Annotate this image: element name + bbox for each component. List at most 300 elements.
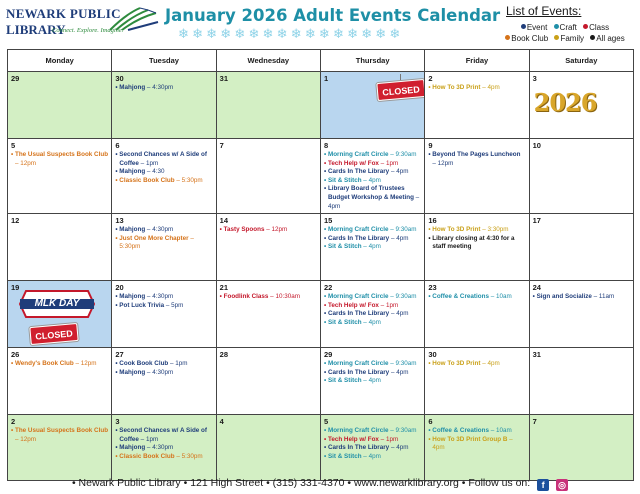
legend-item-class	[583, 23, 609, 32]
event-time: 4:30pm	[152, 444, 174, 452]
calendar-event[interactable]	[220, 226, 317, 235]
event-title: Morning Craft Circle	[327, 360, 389, 368]
calendar-event[interactable]	[428, 293, 525, 302]
calendar-event[interactable]	[428, 427, 525, 436]
calendar-day-cell[interactable]	[425, 281, 529, 348]
day-number: 6	[428, 417, 433, 427]
legend-label: All ages	[596, 34, 625, 43]
calendar-day-cell[interactable]	[8, 281, 112, 348]
bullet-icon: •	[323, 377, 328, 385]
event-title: Cards In The Library	[327, 168, 390, 176]
event-time: 5:30pm	[119, 243, 141, 251]
event-time: 4:30	[152, 168, 165, 176]
bullet-icon: •	[115, 234, 120, 242]
calendar-day-cell[interactable]	[216, 72, 320, 139]
bullet-icon: •	[323, 452, 328, 460]
event-time: 4pm	[432, 444, 445, 452]
event-time: 4pm	[368, 243, 381, 251]
event-time: 1pm	[145, 435, 159, 443]
event-title: Pot Luck Trivia	[119, 301, 165, 309]
time-separator: –	[389, 234, 397, 242]
time-separator: –	[174, 176, 182, 184]
time-separator: –	[480, 226, 488, 234]
day-number: 7	[532, 417, 537, 427]
day-number: 3	[115, 417, 120, 427]
bullet-icon: •	[428, 427, 433, 435]
dot-icon	[505, 35, 510, 40]
event-time: 11am	[598, 293, 615, 301]
calendar-day-cell[interactable]	[425, 348, 529, 415]
calendar-day-cell[interactable]	[529, 281, 633, 348]
calendar-day-cell[interactable]	[8, 139, 112, 214]
event-time: 4pm	[368, 318, 381, 326]
new-year-graphic: 2026	[533, 88, 597, 117]
event-time: 1pm	[145, 159, 159, 167]
event-title: Mahjong	[119, 84, 146, 91]
instagram-icon[interactable]: ◎	[556, 479, 568, 491]
time-separator: –	[388, 226, 396, 234]
calendar-event[interactable]	[324, 235, 421, 244]
event-time: 12pm	[80, 360, 97, 368]
event-title: Tasty Spoons	[223, 226, 265, 234]
day-number: 28	[219, 350, 228, 360]
event-title: Classic Book Club	[119, 176, 175, 184]
legend-row	[492, 34, 638, 43]
calendar-event[interactable]	[428, 235, 525, 252]
event-title: Cards In The Library	[327, 444, 390, 452]
calendar-day-cell[interactable]	[529, 139, 633, 214]
calendar-week-row	[8, 214, 634, 281]
bullet-icon: •	[11, 427, 15, 435]
event-title: Tech Help w/ Fox	[327, 435, 379, 443]
legend-label: Craft	[559, 23, 577, 32]
event-time: 4pm	[396, 444, 409, 452]
calendar-day-cell[interactable]	[216, 214, 320, 281]
calendar-day-cell[interactable]	[112, 281, 216, 348]
weekday-header: Thursday	[320, 50, 424, 72]
calendar-day-cell[interactable]	[112, 415, 216, 481]
event-title: Wendy's Book Club	[14, 360, 74, 368]
calendar-event[interactable]	[324, 151, 421, 160]
time-separator: –	[145, 293, 153, 301]
legend-label: Class	[589, 23, 610, 32]
day-number: 26	[11, 350, 20, 360]
bullet-icon: •	[219, 226, 224, 234]
calendar-event[interactable]	[324, 177, 421, 186]
day-number: 1	[323, 74, 329, 83]
time-separator: –	[507, 435, 513, 443]
day-number: 7	[219, 141, 224, 150]
calendar-day-cell[interactable]	[112, 348, 216, 415]
calendar-event[interactable]	[115, 453, 212, 462]
weekday-header: Tuesday	[112, 50, 216, 72]
day-number: 17	[532, 216, 541, 226]
event-title: Mahjong	[119, 168, 146, 176]
event-time: 4pm	[368, 452, 381, 460]
calendar-event[interactable]	[428, 436, 525, 453]
calendar-week-row	[8, 72, 634, 139]
day-number: 27	[115, 350, 124, 360]
calendar-day-cell[interactable]	[425, 214, 529, 281]
calendar-event[interactable]	[115, 302, 212, 311]
event-title: Beyond The Pages Luncheon	[432, 151, 521, 158]
event-title: Library Board of Trustees Budget Workshop & Meeting	[327, 185, 414, 201]
calendar-event[interactable]	[115, 226, 212, 235]
day-number: 12	[11, 216, 20, 226]
time-separator: –	[268, 293, 276, 301]
event-time: 10am	[495, 427, 512, 435]
event-time: 4pm	[368, 377, 381, 385]
event-time: 4:30pm	[152, 293, 174, 301]
calendar-event[interactable]	[428, 84, 525, 93]
time-separator: –	[389, 444, 397, 452]
time-separator: –	[361, 377, 369, 385]
calendar-event[interactable]	[115, 151, 212, 168]
legend-item-family	[554, 34, 584, 43]
event-title: Cards In The Library	[327, 234, 390, 242]
calendar-day-cell[interactable]	[320, 72, 424, 139]
time-separator: –	[361, 318, 369, 326]
day-number: 29	[323, 350, 333, 360]
calendar-day-cell[interactable]	[216, 415, 320, 481]
calendar-day-cell[interactable]	[529, 415, 633, 481]
bullet-icon: •	[115, 444, 120, 452]
calendar-event[interactable]	[11, 427, 108, 444]
calendar-day-cell[interactable]	[425, 139, 529, 214]
event-title: Tech Help w/ Fox	[327, 301, 379, 309]
day-number: 31	[532, 350, 541, 360]
time-separator: –	[145, 168, 153, 176]
legend-item-all-ages	[590, 34, 624, 43]
bullet-icon: •	[219, 293, 224, 301]
legend-row	[492, 23, 638, 32]
calendar-event[interactable]	[324, 243, 421, 252]
calendar-event[interactable]	[324, 436, 421, 445]
day-number: 3	[532, 74, 537, 83]
bullet-icon: •	[115, 168, 120, 176]
event-title: How To 3D Print	[432, 360, 481, 368]
snowflake-decoration: ❄❄❄❄❄❄❄❄❄❄❄❄❄❄❄❄	[178, 27, 404, 41]
event-title: Library closing at 4:30 for a staff meeting	[432, 234, 515, 251]
event-time: 4:30pm	[152, 368, 174, 376]
calendar-day-cell[interactable]	[8, 72, 112, 139]
event-time: 1pm	[175, 360, 188, 368]
bullet-icon: •	[115, 226, 120, 234]
day-number: 9	[428, 141, 433, 150]
calendar-event[interactable]	[324, 377, 421, 386]
bullet-icon: •	[532, 293, 537, 301]
calendar-event[interactable]	[11, 360, 108, 369]
day-number: 29	[11, 74, 20, 83]
calendar-event[interactable]	[324, 160, 421, 169]
time-separator: –	[388, 427, 396, 435]
event-time: 3:30pm	[487, 226, 509, 234]
time-separator: –	[388, 151, 396, 158]
event-time: 12pm	[271, 226, 288, 234]
event-time: 9:30am	[395, 427, 417, 435]
calendar-event[interactable]	[428, 151, 525, 168]
calendar-event[interactable]	[324, 444, 421, 453]
calendar-event[interactable]	[115, 444, 212, 453]
bullet-icon: •	[115, 452, 120, 460]
day-number: 5	[11, 141, 16, 150]
calendar-week-row	[8, 281, 634, 348]
event-title: Foodlink Class	[223, 293, 269, 301]
event-title: Morning Craft Circle	[327, 151, 389, 158]
day-number: 6	[115, 141, 120, 150]
day-number: 15	[323, 216, 333, 226]
day-number: 2	[11, 417, 16, 427]
calendar-day-cell[interactable]	[320, 214, 424, 281]
calendar-day-cell[interactable]	[112, 72, 216, 139]
time-separator: –	[188, 234, 194, 242]
calendar-event[interactable]	[324, 319, 421, 328]
day-number: 24	[532, 283, 541, 293]
event-time: 4pm	[487, 360, 500, 368]
event-title: Second Chances w/ A Side of Coffee	[119, 427, 208, 443]
event-time: 1pm	[385, 435, 399, 443]
legend-label: Book Club	[511, 34, 549, 43]
calendar-day-cell[interactable]	[529, 72, 633, 139]
event-time: 4pm	[487, 84, 500, 91]
event-title: Sign and Socialize	[536, 293, 592, 301]
event-title: How To 3D Print	[432, 226, 481, 234]
time-separator: –	[361, 452, 369, 460]
bullet-icon: •	[323, 435, 328, 443]
calendar-event[interactable]	[324, 427, 421, 436]
event-time: 5:30pm	[181, 176, 203, 184]
legend-item-craft	[554, 23, 577, 32]
closed-sign: CLOSED	[376, 79, 425, 101]
event-title: Morning Craft Circle	[327, 293, 389, 301]
day-number: 2	[428, 74, 433, 83]
time-separator: –	[168, 360, 176, 368]
event-time: 9:30am	[395, 226, 417, 234]
legend-item-event	[521, 23, 547, 32]
bullet-icon: •	[115, 427, 120, 435]
legend-label: Family	[560, 34, 584, 43]
calendar-day-cell[interactable]	[216, 139, 320, 214]
calendar-day-cell[interactable]	[529, 214, 633, 281]
day-number: 30	[428, 350, 437, 360]
dot-icon	[554, 35, 559, 40]
bullet-icon: •	[323, 243, 328, 251]
bullet-icon: •	[323, 293, 328, 301]
time-separator: –	[488, 293, 496, 301]
footer	[0, 474, 640, 494]
bullet-icon: •	[323, 444, 328, 452]
event-title: Cards In The Library	[327, 310, 390, 318]
calendar-event[interactable]	[324, 293, 421, 302]
day-number: 22	[323, 283, 333, 293]
library-logo[interactable]	[6, 6, 166, 42]
time-separator: –	[389, 310, 397, 318]
calendar-day-cell[interactable]	[216, 281, 320, 348]
bullet-icon: •	[323, 151, 328, 158]
calendar-event[interactable]	[115, 177, 212, 186]
calendar-event[interactable]	[324, 369, 421, 378]
dot-icon	[521, 24, 526, 29]
logo-name-line2: LIBRARY	[6, 22, 66, 37]
bullet-icon: •	[428, 151, 433, 158]
weekday-header-row	[8, 50, 634, 72]
event-time: 9:30am	[395, 151, 417, 158]
header	[0, 0, 640, 48]
bullet-icon: •	[428, 226, 433, 234]
calendar-week-row	[8, 415, 634, 481]
event-title: Tech Help w/ Fox	[327, 159, 379, 167]
weekday-header: Wednesday	[216, 50, 320, 72]
dot-icon	[590, 35, 595, 40]
calendar-day-cell[interactable]	[8, 214, 112, 281]
legend-item-book-club	[505, 34, 548, 43]
calendar-event[interactable]	[115, 84, 212, 93]
calendar-event[interactable]	[324, 226, 421, 235]
calendar-day-cell[interactable]	[8, 415, 112, 481]
bullet-icon: •	[428, 234, 433, 242]
calendar-day-cell[interactable]	[112, 139, 216, 214]
calendar-event[interactable]	[428, 226, 525, 235]
bullet-icon: •	[115, 301, 120, 309]
event-time: 4pm	[396, 368, 409, 376]
calendar-day-cell[interactable]	[320, 281, 424, 348]
day-number: 20	[115, 283, 124, 293]
day-number: 5	[323, 417, 329, 427]
time-separator: –	[145, 84, 153, 91]
time-separator: –	[388, 293, 396, 301]
time-separator: –	[388, 360, 396, 368]
legend-label: Event	[526, 23, 548, 32]
day-number: 8	[323, 141, 329, 150]
time-separator: –	[145, 226, 153, 234]
day-number: 10	[532, 141, 541, 150]
time-separator: –	[480, 84, 488, 91]
event-title: Just One More Chapter	[119, 234, 189, 242]
bullet-icon: •	[11, 151, 15, 158]
event-time: 5:30pm	[181, 452, 203, 460]
time-separator: –	[488, 427, 496, 435]
event-title: Sit & Stitch	[327, 243, 362, 251]
day-number: 13	[115, 216, 124, 226]
bullet-icon: •	[323, 168, 328, 176]
event-title: The Usual Suspects Book Club	[14, 151, 109, 158]
event-title: Coffee & Creations	[432, 427, 489, 435]
calendar-day-cell[interactable]	[216, 348, 320, 415]
time-separator: –	[378, 159, 386, 167]
calendar-week-row	[8, 348, 634, 415]
calendar-event[interactable]	[533, 293, 630, 302]
calendar-event[interactable]	[324, 302, 421, 311]
calendar-day-cell[interactable]	[425, 415, 529, 481]
bullet-icon: •	[323, 427, 328, 435]
bullet-icon: •	[428, 84, 433, 91]
time-separator: –	[432, 159, 438, 167]
event-title: Mahjong	[119, 368, 146, 376]
event-title: Sit & Stitch	[327, 452, 362, 460]
bullet-icon: •	[428, 293, 433, 301]
calendar-day-cell[interactable]	[425, 72, 529, 139]
time-separator: –	[145, 444, 153, 452]
event-time: 4:30pm	[152, 84, 174, 91]
event-time: 1pm	[385, 301, 399, 309]
calendar-event[interactable]	[115, 168, 212, 177]
time-separator: –	[138, 159, 146, 167]
time-separator: –	[15, 159, 21, 167]
time-separator: –	[145, 368, 153, 376]
calendar-day-cell[interactable]	[112, 214, 216, 281]
calendar-grid	[7, 49, 634, 481]
calendar-event[interactable]	[115, 235, 212, 252]
event-time: 5pm	[171, 301, 184, 309]
calendar-event[interactable]	[115, 427, 212, 444]
weekday-header: Saturday	[529, 50, 633, 72]
day-number: 31	[219, 74, 228, 83]
bullet-icon: •	[323, 310, 328, 318]
event-time: 4pm	[327, 202, 341, 210]
event-time: 9:30am	[395, 360, 417, 368]
calendar-event[interactable]	[428, 360, 525, 369]
calendar-event[interactable]	[220, 293, 317, 302]
event-title: Cook Book Club	[119, 360, 169, 368]
event-time: 12pm	[20, 435, 37, 443]
calendar-week-row	[8, 139, 634, 214]
calendar-day-cell[interactable]	[320, 348, 424, 415]
calendar-day-cell[interactable]	[529, 348, 633, 415]
facebook-icon[interactable]: f	[537, 479, 549, 491]
time-separator: –	[361, 176, 369, 184]
calendar-event[interactable]	[115, 293, 212, 302]
event-title: Classic Book Club	[119, 452, 175, 460]
bullet-icon: •	[428, 435, 433, 443]
time-separator: –	[378, 435, 386, 443]
bullet-icon: •	[115, 360, 120, 368]
event-title: Mahjong	[119, 444, 146, 452]
event-time: 9:30am	[395, 293, 417, 301]
event-title: The Usual Suspects Book Club	[14, 427, 109, 435]
calendar-day-cell[interactable]	[8, 348, 112, 415]
calendar-event[interactable]	[324, 360, 421, 369]
day-number: 23	[428, 283, 437, 293]
day-number: 19	[11, 283, 20, 293]
event-title: Mahjong	[119, 293, 146, 301]
calendar-day-cell[interactable]	[320, 139, 424, 214]
event-legend	[492, 4, 638, 46]
calendar-event[interactable]	[324, 168, 421, 177]
event-time: 4pm	[396, 234, 409, 242]
calendar-event[interactable]	[11, 151, 108, 168]
weekday-header: Monday	[8, 50, 112, 72]
day-number: 4	[219, 417, 224, 427]
time-separator: –	[389, 368, 397, 376]
dot-icon	[583, 24, 588, 29]
event-time: 4pm	[396, 168, 409, 176]
event-time: 4pm	[368, 176, 381, 184]
bullet-icon: •	[323, 360, 328, 368]
calendar-event[interactable]	[115, 360, 212, 369]
calendar-event[interactable]	[115, 369, 212, 378]
calendar-event[interactable]	[324, 310, 421, 319]
day-number: 21	[219, 283, 228, 293]
dot-icon	[554, 24, 559, 29]
calendar-event[interactable]	[324, 453, 421, 462]
calendar-day-cell[interactable]	[320, 415, 424, 481]
calendar-event[interactable]	[324, 185, 421, 211]
page-title: January 2026 Adult Events Calendar	[165, 6, 501, 25]
event-title: Coffee & Creations	[432, 293, 489, 301]
event-title: Mahjong	[119, 226, 146, 234]
time-separator: –	[361, 243, 369, 251]
event-time: 12pm	[20, 159, 37, 167]
